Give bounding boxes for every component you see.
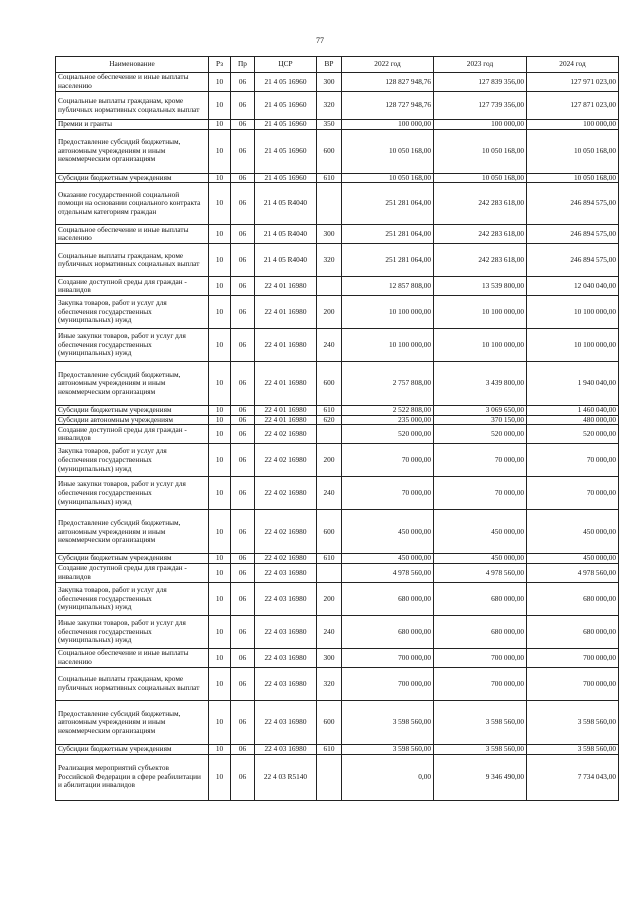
row-pr: 06 (231, 754, 255, 800)
row-rz: 10 (209, 554, 231, 564)
row-amount-2024: 70 000,00 (527, 477, 619, 510)
row-vr: 320 (317, 667, 342, 700)
row-pr: 06 (231, 183, 255, 225)
row-amount-2023: 680 000,00 (434, 582, 527, 615)
row-amount-2023: 680 000,00 (434, 615, 527, 648)
row-pr: 06 (231, 563, 255, 582)
table-row (56, 510, 619, 554)
row-vr: 600 (317, 362, 342, 406)
row-csr: 21 4 05 R4040 (255, 225, 317, 244)
table-row (56, 406, 619, 416)
row-rz: 10 (209, 120, 231, 130)
row-amount-2023: 3 069 650,00 (434, 406, 527, 416)
row-rz: 10 (209, 700, 231, 744)
row-rz: 10 (209, 92, 231, 120)
row-vr: 200 (317, 296, 342, 329)
row-csr: 22 4 02 16980 (255, 554, 317, 564)
row-vr: 610 (317, 173, 342, 183)
row-amount-2023: 4 978 560,00 (434, 563, 527, 582)
row-amount-2024: 450 000,00 (527, 554, 619, 564)
row-rz: 10 (209, 744, 231, 754)
row-csr: 22 4 02 16980 (255, 444, 317, 477)
table-row (56, 362, 619, 406)
row-pr: 06 (231, 554, 255, 564)
row-csr: 21 4 05 16960 (255, 73, 317, 92)
row-amount-2022: 70 000,00 (342, 444, 434, 477)
row-vr (317, 754, 342, 800)
row-amount-2024: 246 894 575,00 (527, 183, 619, 225)
row-amount-2022: 10 100 000,00 (342, 296, 434, 329)
row-vr: 240 (317, 329, 342, 362)
row-amount-2022: 10 050 168,00 (342, 129, 434, 173)
row-rz: 10 (209, 415, 231, 425)
row-rz: 10 (209, 362, 231, 406)
row-pr: 06 (231, 744, 255, 754)
table-row (56, 277, 619, 296)
row-amount-2022: 680 000,00 (342, 582, 434, 615)
row-rz: 10 (209, 615, 231, 648)
table-row (56, 648, 619, 667)
row-amount-2024: 450 000,00 (527, 510, 619, 554)
row-pr: 06 (231, 296, 255, 329)
row-vr (317, 563, 342, 582)
row-name: Иные закупки товаров, работ и услуг для обеспечения государственных (муниципальных) нужд (56, 477, 209, 510)
row-pr: 06 (231, 700, 255, 744)
row-pr: 06 (231, 582, 255, 615)
row-amount-2023: 370 150,00 (434, 415, 527, 425)
row-csr: 22 4 02 16980 (255, 425, 317, 444)
row-name: Предоставление субсидий бюджетным, автономным учреждениям и иным некоммерческим организациям (56, 129, 209, 173)
row-amount-2023: 9 346 490,00 (434, 754, 527, 800)
row-amount-2022: 10 050 168,00 (342, 173, 434, 183)
row-vr: 300 (317, 225, 342, 244)
row-name: Иные закупки товаров, работ и услуг для обеспечения государственных (муниципальных) нужд (56, 329, 209, 362)
row-rz: 10 (209, 329, 231, 362)
row-amount-2024: 10 050 168,00 (527, 129, 619, 173)
row-name: Создание доступной среды для граждан - инвалидов (56, 425, 209, 444)
row-amount-2022: 3 598 560,00 (342, 700, 434, 744)
row-amount-2022: 100 000,00 (342, 120, 434, 130)
row-name: Закупка товаров, работ и услуг для обеспечения государственных (муниципальных) нужд (56, 296, 209, 329)
row-amount-2022: 251 281 064,00 (342, 244, 434, 277)
row-amount-2022: 128 827 948,76 (342, 73, 434, 92)
row-vr: 620 (317, 415, 342, 425)
row-name: Создание доступной среды для граждан - инвалидов (56, 563, 209, 582)
row-name: Социальные выплаты гражданам, кроме публичных нормативных социальных выплат (56, 92, 209, 120)
row-name: Предоставление субсидий бюджетным, автономным учреждениям и иным некоммерческим организациям (56, 510, 209, 554)
row-vr: 600 (317, 129, 342, 173)
row-amount-2023: 242 283 618,00 (434, 183, 527, 225)
row-amount-2024: 12 040 040,00 (527, 277, 619, 296)
row-name: Иные закупки товаров, работ и услуг для обеспечения государственных (муниципальных) нужд (56, 615, 209, 648)
row-amount-2022: 4 978 560,00 (342, 563, 434, 582)
row-amount-2022: 128 727 948,76 (342, 92, 434, 120)
row-name: Социальное обеспечение и иные выплаты населению (56, 225, 209, 244)
row-name: Субсидии бюджетным учреждениям (56, 744, 209, 754)
table-row (56, 329, 619, 362)
row-amount-2023: 10 100 000,00 (434, 296, 527, 329)
table-row (56, 244, 619, 277)
row-name: Социальное обеспечение и иные выплаты населению (56, 73, 209, 92)
row-csr: 22 4 02 16980 (255, 477, 317, 510)
row-pr: 06 (231, 244, 255, 277)
table-row (56, 563, 619, 582)
row-rz: 10 (209, 183, 231, 225)
row-name: Предоставление субсидий бюджетным, автономным учреждениям и иным некоммерческим организациям (56, 700, 209, 744)
row-rz: 10 (209, 754, 231, 800)
row-name: Реализация мероприятий субъектов Российской Федерации в сфере реабилитации и абилитации инвалидов (56, 754, 209, 800)
row-csr: 22 4 03 16980 (255, 667, 317, 700)
row-amount-2024: 7 734 043,00 (527, 754, 619, 800)
row-rz: 10 (209, 582, 231, 615)
row-amount-2023: 3 598 560,00 (434, 700, 527, 744)
row-vr (317, 425, 342, 444)
row-csr: 22 4 03 R5140 (255, 754, 317, 800)
row-name: Закупка товаров, работ и услуг для обеспечения государственных (муниципальных) нужд (56, 582, 209, 615)
row-rz: 10 (209, 406, 231, 416)
row-pr: 06 (231, 425, 255, 444)
row-amount-2022: 235 000,00 (342, 415, 434, 425)
row-csr: 22 4 03 16980 (255, 615, 317, 648)
row-name: Субсидии бюджетным учреждениям (56, 554, 209, 564)
header-2023: 2023 год (434, 57, 527, 73)
row-amount-2023: 3 439 800,00 (434, 362, 527, 406)
row-amount-2024: 10 100 000,00 (527, 329, 619, 362)
table-row (56, 582, 619, 615)
row-amount-2022: 10 100 000,00 (342, 329, 434, 362)
table-row (56, 667, 619, 700)
row-rz: 10 (209, 277, 231, 296)
row-amount-2022: 251 281 064,00 (342, 183, 434, 225)
row-amount-2023: 70 000,00 (434, 444, 527, 477)
row-amount-2023: 100 000,00 (434, 120, 527, 130)
row-pr: 06 (231, 173, 255, 183)
row-pr: 06 (231, 406, 255, 416)
row-csr: 22 4 01 16980 (255, 277, 317, 296)
row-vr: 200 (317, 444, 342, 477)
row-amount-2022: 450 000,00 (342, 510, 434, 554)
row-amount-2024: 100 000,00 (527, 120, 619, 130)
row-amount-2022: 2 757 808,00 (342, 362, 434, 406)
row-amount-2024: 680 000,00 (527, 615, 619, 648)
row-rz: 10 (209, 563, 231, 582)
row-vr: 350 (317, 120, 342, 130)
row-rz: 10 (209, 296, 231, 329)
row-amount-2022: 3 598 560,00 (342, 744, 434, 754)
row-rz: 10 (209, 225, 231, 244)
row-amount-2024: 3 598 560,00 (527, 744, 619, 754)
row-name: Субсидии автономным учреждениям (56, 415, 209, 425)
table-row (56, 554, 619, 564)
row-amount-2024: 4 978 560,00 (527, 563, 619, 582)
row-vr: 300 (317, 73, 342, 92)
row-pr: 06 (231, 362, 255, 406)
row-amount-2022: 2 522 808,00 (342, 406, 434, 416)
row-amount-2023: 13 539 800,00 (434, 277, 527, 296)
row-amount-2022: 12 857 808,00 (342, 277, 434, 296)
row-amount-2023: 10 050 168,00 (434, 129, 527, 173)
row-csr: 22 4 03 16980 (255, 700, 317, 744)
row-csr: 21 4 05 16960 (255, 92, 317, 120)
row-vr: 320 (317, 244, 342, 277)
row-csr: 22 4 01 16980 (255, 362, 317, 406)
row-csr: 22 4 01 16980 (255, 329, 317, 362)
row-csr: 21 4 05 16960 (255, 120, 317, 130)
row-pr: 06 (231, 477, 255, 510)
row-csr: 22 4 03 16980 (255, 648, 317, 667)
row-csr: 22 4 01 16980 (255, 415, 317, 425)
header-vr: ВР (317, 57, 342, 73)
row-rz: 10 (209, 477, 231, 510)
row-pr: 06 (231, 510, 255, 554)
row-name: Субсидии бюджетным учреждениям (56, 173, 209, 183)
row-amount-2024: 3 598 560,00 (527, 700, 619, 744)
row-csr: 22 4 01 16980 (255, 296, 317, 329)
row-amount-2024: 680 000,00 (527, 582, 619, 615)
row-pr: 06 (231, 648, 255, 667)
row-amount-2023: 3 598 560,00 (434, 744, 527, 754)
row-amount-2023: 70 000,00 (434, 477, 527, 510)
table-row (56, 73, 619, 92)
header-2024: 2024 год (527, 57, 619, 73)
row-vr: 300 (317, 648, 342, 667)
row-amount-2024: 127 971 023,00 (527, 73, 619, 92)
row-amount-2024: 10 050 168,00 (527, 173, 619, 183)
row-amount-2022: 700 000,00 (342, 667, 434, 700)
row-name: Оказание государственной социальной помощи на основании социального контракта отдельным категориям граждан (56, 183, 209, 225)
row-rz: 10 (209, 510, 231, 554)
row-rz: 10 (209, 73, 231, 92)
row-amount-2023: 242 283 618,00 (434, 244, 527, 277)
row-amount-2024: 1 460 040,00 (527, 406, 619, 416)
row-name: Предоставление субсидий бюджетным, автономным учреждениям и иным некоммерческим организациям (56, 362, 209, 406)
row-amount-2024: 700 000,00 (527, 667, 619, 700)
row-name: Создание доступной среды для граждан - инвалидов (56, 277, 209, 296)
row-vr: 610 (317, 406, 342, 416)
row-vr: 610 (317, 554, 342, 564)
header-name: Наименование (56, 57, 209, 73)
row-rz: 10 (209, 173, 231, 183)
row-name: Субсидии бюджетным учреждениям (56, 406, 209, 416)
row-csr: 22 4 03 16980 (255, 744, 317, 754)
row-amount-2023: 450 000,00 (434, 554, 527, 564)
row-vr (317, 277, 342, 296)
header-rz: Рз (209, 57, 231, 73)
row-csr: 22 4 02 16980 (255, 510, 317, 554)
table-row (56, 296, 619, 329)
row-pr: 06 (231, 277, 255, 296)
row-amount-2024: 246 894 575,00 (527, 244, 619, 277)
row-csr: 22 4 03 16980 (255, 563, 317, 582)
table-row (56, 615, 619, 648)
row-name: Социальные выплаты гражданам, кроме публичных нормативных социальных выплат (56, 244, 209, 277)
row-amount-2023: 520 000,00 (434, 425, 527, 444)
row-amount-2022: 700 000,00 (342, 648, 434, 667)
row-name: Премии и гранты (56, 120, 209, 130)
table-row (56, 425, 619, 444)
row-pr: 06 (231, 444, 255, 477)
row-amount-2023: 10 100 000,00 (434, 329, 527, 362)
row-amount-2024: 10 100 000,00 (527, 296, 619, 329)
row-vr: 600 (317, 700, 342, 744)
row-vr: 610 (317, 744, 342, 754)
row-rz: 10 (209, 444, 231, 477)
table-row (56, 415, 619, 425)
row-amount-2023: 127 739 356,00 (434, 92, 527, 120)
table-row (56, 129, 619, 173)
table-row (56, 477, 619, 510)
row-amount-2024: 480 000,00 (527, 415, 619, 425)
header-row (56, 57, 619, 73)
row-amount-2022: 520 000,00 (342, 425, 434, 444)
table-body (56, 73, 619, 801)
row-amount-2022: 251 281 064,00 (342, 225, 434, 244)
row-vr (317, 183, 342, 225)
row-csr: 21 4 05 16960 (255, 173, 317, 183)
table-row (56, 120, 619, 130)
row-vr: 600 (317, 510, 342, 554)
row-csr: 21 4 05 R4040 (255, 183, 317, 225)
table-row (56, 700, 619, 744)
row-pr: 06 (231, 415, 255, 425)
row-vr: 200 (317, 582, 342, 615)
row-rz: 10 (209, 648, 231, 667)
row-rz: 10 (209, 129, 231, 173)
row-amount-2022: 450 000,00 (342, 554, 434, 564)
row-vr: 240 (317, 615, 342, 648)
row-pr: 06 (231, 615, 255, 648)
row-pr: 06 (231, 92, 255, 120)
row-csr: 21 4 05 16960 (255, 129, 317, 173)
table-row (56, 183, 619, 225)
row-name: Закупка товаров, работ и услуг для обеспечения государственных (муниципальных) нужд (56, 444, 209, 477)
row-rz: 10 (209, 244, 231, 277)
row-amount-2024: 700 000,00 (527, 648, 619, 667)
row-pr: 06 (231, 120, 255, 130)
row-name: Социальные выплаты гражданам, кроме публичных нормативных социальных выплат (56, 667, 209, 700)
row-csr: 22 4 01 16980 (255, 406, 317, 416)
table-row (56, 444, 619, 477)
row-amount-2023: 700 000,00 (434, 648, 527, 667)
row-amount-2024: 127 871 023,00 (527, 92, 619, 120)
row-rz: 10 (209, 425, 231, 444)
row-vr: 240 (317, 477, 342, 510)
row-pr: 06 (231, 225, 255, 244)
row-amount-2023: 10 050 168,00 (434, 173, 527, 183)
table-row (56, 744, 619, 754)
row-amount-2023: 127 839 356,00 (434, 73, 527, 92)
table-row (56, 92, 619, 120)
row-amount-2022: 70 000,00 (342, 477, 434, 510)
table-row (56, 754, 619, 800)
header-csr: ЦСР (255, 57, 317, 73)
table-row (56, 173, 619, 183)
row-pr: 06 (231, 667, 255, 700)
row-rz: 10 (209, 667, 231, 700)
row-amount-2023: 242 283 618,00 (434, 225, 527, 244)
row-amount-2024: 70 000,00 (527, 444, 619, 477)
row-amount-2023: 450 000,00 (434, 510, 527, 554)
row-vr: 320 (317, 92, 342, 120)
row-amount-2023: 700 000,00 (434, 667, 527, 700)
row-pr: 06 (231, 73, 255, 92)
header-pr: Пр (231, 57, 255, 73)
row-amount-2022: 680 000,00 (342, 615, 434, 648)
row-amount-2024: 246 894 575,00 (527, 225, 619, 244)
budget-table (55, 56, 619, 801)
header-2022: 2022 год (342, 57, 434, 73)
row-amount-2024: 520 000,00 (527, 425, 619, 444)
row-pr: 06 (231, 329, 255, 362)
page-number: 77 (316, 36, 324, 45)
table-row (56, 225, 619, 244)
row-name: Социальное обеспечение и иные выплаты населению (56, 648, 209, 667)
row-csr: 22 4 03 16980 (255, 582, 317, 615)
row-amount-2022: 0,00 (342, 754, 434, 800)
row-csr: 21 4 05 R4040 (255, 244, 317, 277)
row-amount-2024: 1 940 040,00 (527, 362, 619, 406)
row-pr: 06 (231, 129, 255, 173)
